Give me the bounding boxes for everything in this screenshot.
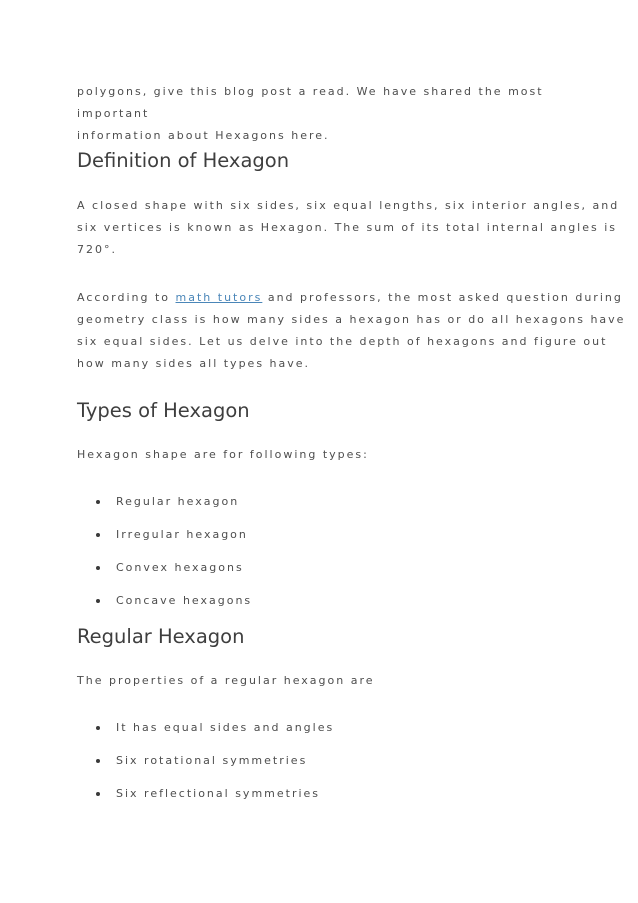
list-item [77,528,477,542]
list-item-label: Six reflectional symmetries [116,787,321,800]
bullet-icon [96,792,100,796]
list-item-label: It has equal sides and angles [116,721,335,734]
intro-paragraph [77,81,567,147]
tutors-line-4: how many sides all types have. [77,357,311,370]
list-item-label: Convex hexagons [116,561,244,574]
list-item [77,721,477,735]
math-tutors-link[interactable]: math tutors [175,291,263,304]
list-item-label: Regular hexagon [116,495,240,508]
definition-heading: Definition of Hexagon [77,149,290,172]
tutors-line-2: geometry class is how many sides a hexagon has or do all hexagons have [77,313,626,326]
list-item [77,594,477,608]
bullet-icon [96,566,100,570]
bullet-icon [96,500,100,504]
types-heading: Types of Hexagon [77,399,250,422]
intro-line-1: polygons, give this blog post a read. We have shared the most important [77,85,544,120]
definition-paragraph [77,195,619,261]
bullet-icon [96,533,100,537]
list-item [77,787,477,801]
types-intro: Hexagon shape are for following types: [77,448,369,461]
definition-line-2: six vertices is known as Hexagon. The sum of its total internal angles is [77,221,618,234]
list-item-label: Concave hexagons [116,594,253,607]
regular-intro: The properties of a regular hexagon are [77,674,375,687]
list-item [77,495,477,509]
list-item [77,754,477,768]
list-item-label: Irregular hexagon [116,528,248,541]
definition-line-1: A closed shape with six sides, six equal lengths, six interior angles, and [77,199,620,212]
intro-line-2: information about Hexagons here. [77,129,330,142]
regular-heading: Regular Hexagon [77,625,245,648]
list-item-label: Six rotational symmetries [116,754,308,767]
types-list [77,495,477,608]
definition-line-3: 720°. [77,243,117,256]
bullet-icon [96,599,100,603]
tutors-line-1-end: and professors, the most asked question during [262,291,623,304]
tutors-line-3: six equal sides. Let us delve into the depth of hexagons and figure out [77,335,608,348]
tutors-line-1-start: According to [77,291,176,304]
list-item [77,561,477,575]
regular-properties-list [77,721,477,801]
bullet-icon [96,726,100,730]
bullet-icon [96,759,100,763]
tutors-paragraph [77,287,625,375]
